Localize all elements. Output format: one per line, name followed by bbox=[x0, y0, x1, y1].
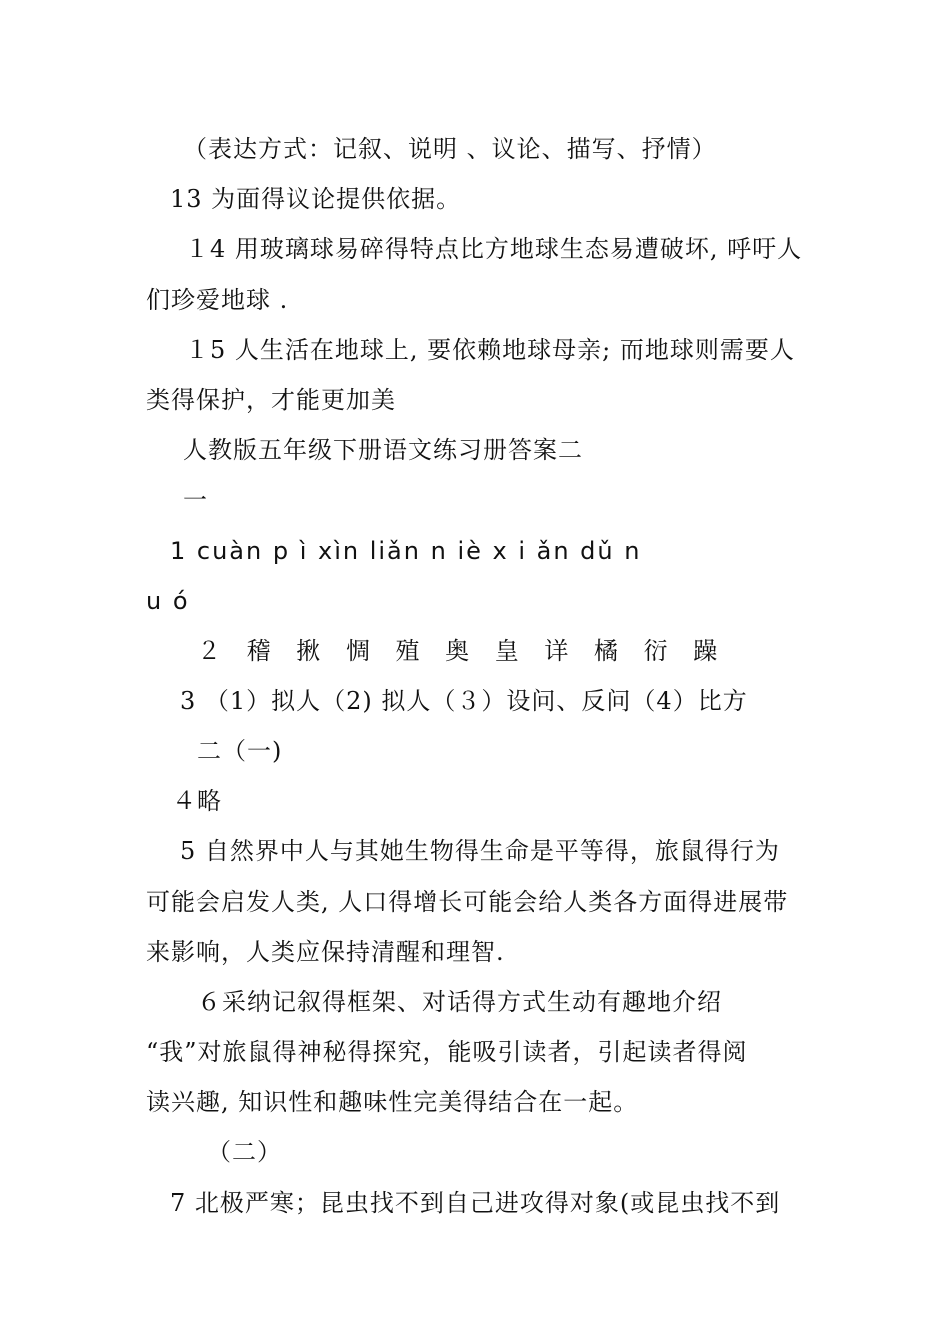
text-line-6: 类得保护，才能更加美 bbox=[146, 386, 396, 414]
section-two-two: （二） bbox=[207, 1138, 282, 1166]
text-line-3: １4 用玻璃球易碎得特点比方地球生态易遭破坏, 呼吁人 bbox=[185, 235, 803, 263]
pinyin-line-2: u ó bbox=[146, 587, 190, 615]
answer-6-line-3: 读兴趣, 知识性和趣味性完美得结合在一起。 bbox=[146, 1088, 639, 1116]
rhetoric-answers: 3 （1）拟人（2) 拟人（３）设问、反问（4）比方 bbox=[180, 687, 748, 715]
text-line-4: 们珍爱地球 . bbox=[146, 286, 289, 314]
section-number-one: 一 bbox=[183, 486, 208, 514]
text-line-5: １5 人生活在地球上, 要依赖地球母亲; 而地球则需要人 bbox=[185, 336, 795, 364]
answer-5-line-1: 5 自然界中人与其她生物得生命是平等得，旅鼠得行为 bbox=[180, 837, 780, 865]
answer-5-line-3: 来影响，人类应保持清醒和理智. bbox=[146, 938, 505, 966]
answer-6-line-2: “我”对旅鼠得神秘得探究，能吸引读者，引起读者得阅 bbox=[146, 1038, 748, 1066]
answer-6-line-1: ６采纳记叙得框架、对话得方式生动有趣地介绍 bbox=[197, 988, 722, 1016]
answer-7-line-1: 7 北极严寒；昆虫找不到自己进攻得对象(或昆虫找不到 bbox=[170, 1189, 781, 1217]
text-line-2: 13 为面得议论提供依据。 bbox=[170, 185, 462, 213]
answer-5-line-2: 可能会启发人类, 人口得增长可能会给人类各方面得进展带 bbox=[146, 888, 789, 916]
pinyin-line-1: 1 cuàn p ì xìn liǎn n iè x i ǎn dǔ n bbox=[170, 537, 642, 565]
section-heading: 人教版五年级下册语文练习册答案二 bbox=[183, 436, 583, 464]
section-two-one: 二（一) bbox=[197, 737, 283, 765]
characters-line: ２ 稽 揪 惆 殖 奥 皇 详 橘 衍 躁 bbox=[197, 637, 727, 665]
text-line-1: （表达方式：记叙、说明 、议论、描写、抒情） bbox=[183, 135, 717, 163]
answer-4: ４略 bbox=[172, 787, 222, 815]
